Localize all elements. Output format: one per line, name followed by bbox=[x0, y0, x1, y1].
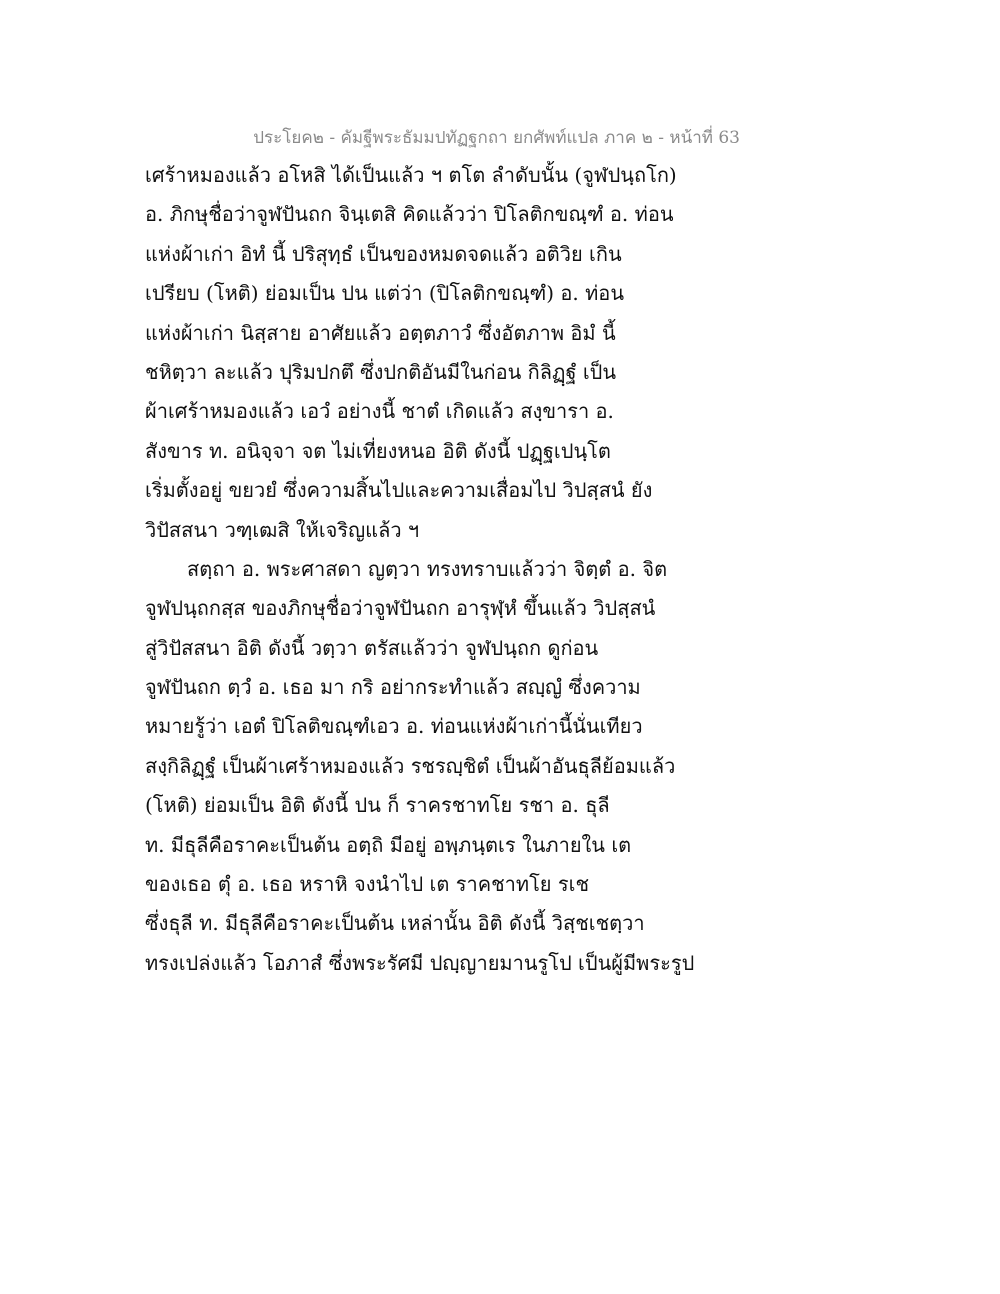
text-line: เริ่มตั้งอยู่ ขยวยํ ซึ่งความสิ้นไปและความเสื่อมไป วิปสฺสนํ ยัง bbox=[145, 478, 653, 503]
text-line: เปรียบ (โหติ) ย่อมเป็น ปน แต่ว่า (ปิโลติกขณฺฑํ) อ. ท่อน bbox=[145, 281, 624, 306]
text-line: หมายรู้ว่า เอตํ ปิโลติขณฺฑํเอว อ. ท่อนแห่งผ้าเก่านี้นั่นเทียว bbox=[145, 714, 643, 739]
text-line: ซึ่งธุลี ท. มีธุลีคือราคะเป็นต้น เหล่านั้น อิติ ดังนี้ วิสฺชเชตฺวา bbox=[145, 911, 645, 936]
text-line: ท. มีธุลีคือราคะเป็นต้น อตฺถิ มีอยู่ อพฺภนฺตเร ในภายใน เต bbox=[145, 832, 632, 857]
paragraph-1 bbox=[145, 156, 705, 550]
text-line: สงฺกิลิฏฺฐํ เป็นผ้าเศร้าหมองแล้ว รชรญฺชิตํ เป็นผ้าอันธุลีย้อมแล้ว bbox=[145, 753, 676, 778]
text-line: วิปัสสนา วฑฺเฒสิ ให้เจริญแล้ว ฯ bbox=[145, 517, 420, 542]
text-line: แห่งผ้าเก่า นิสฺสาย อาศัยแล้ว อตฺตภาวํ ซึ่งอัตภาพ อิมํ นี้ bbox=[145, 320, 616, 345]
text-line: ผ้าเศร้าหมองแล้ว เอวํ อย่างนี้ ชาตํ เกิดแล้ว สงฺขารา อ. bbox=[145, 399, 614, 424]
text-line: สังขาร ท. อนิจฺจา จต ไม่เที่ยงหนอ อิติ ดังนี้ ปฏฺฐเปนฺโต bbox=[145, 438, 611, 463]
text-line: เศร้าหมองแล้ว อโหสิ ได้เป็นแล้ว ฯ ตโต ลำดับนั้น (จูฬปนฺถโก) bbox=[145, 163, 677, 187]
body-text bbox=[145, 156, 705, 983]
text-line-indented: สตฺถา อ. พระศาสดา ญตฺวา ทรงทราบแล้วว่า จิตฺตํ อ. จิต bbox=[187, 556, 668, 581]
text-line: สู่วิปัสสนา อิติ ดังนี้ วตฺวา ตรัสแล้วว่า จูฬปนฺถก ดูก่อน bbox=[145, 635, 599, 660]
text-line: ของเธอ ตุํ อ. เธอ หราหิ จงนำไป เต ราคชาทโย รเช bbox=[145, 872, 590, 897]
paragraph-2 bbox=[145, 550, 705, 983]
text-line: จูฬปนฺถกสฺส ของภิกษุชื่อว่าจูฬปันถก อารุฬฺหํ ขึ้นแล้ว วิปสฺสนํ bbox=[145, 596, 656, 621]
running-header: ประโยค๒ - คัมฐีพระธัมมปทัฏฐกถา ยกศัพท์แปล ภาค ๒ - หน้าที่ 63 bbox=[253, 128, 740, 148]
text-line: (โหติ) ย่อมเป็น อิติ ดังนี้ ปน ก็ ราครชาทโย รชา อ. ธุลี bbox=[145, 793, 610, 818]
text-line: อ. ภิกษุชื่อว่าจูฬปันถก จินฺเตสิ คิดแล้วว่า ปิโลติกขณฺฑํ อ. ท่อน bbox=[145, 202, 674, 227]
text-line: จูฬปันถก ตฺวํ อ. เธอ มา กริ อย่ากระทำแล้ว สญฺญํ ซึ่งความ bbox=[145, 675, 641, 700]
text-line: ชหิตฺวา ละแล้ว ปุริมปกตึ ซึ่งปกติอันมีในก่อน กิลิฏฺฐํ เป็น bbox=[145, 359, 617, 384]
text-line: ทรงเปล่งแล้ว โอภาสํ ซึ่งพระรัศมี ปญฺญายมานรูโป เป็นผู้มีพระรูป bbox=[145, 950, 695, 975]
text-line: แห่งผ้าเก่า อิทํ นี้ ปริสุทฺธํ เป็นของหมดจดแล้ว อติวิย เกิน bbox=[145, 241, 622, 266]
